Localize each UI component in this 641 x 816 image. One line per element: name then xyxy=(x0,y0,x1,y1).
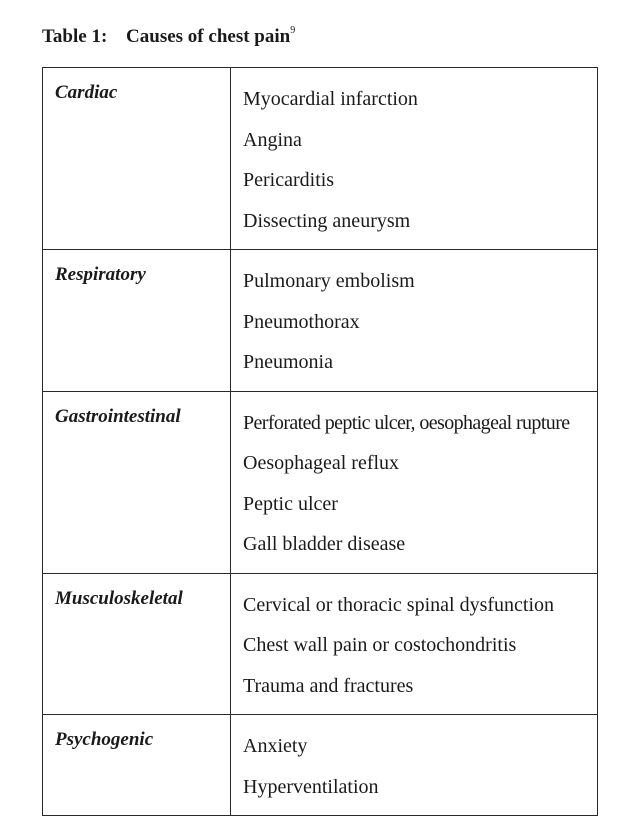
category-cell: Respiratory xyxy=(43,250,231,392)
causes-cell xyxy=(231,68,598,250)
cause-item: Anxiety xyxy=(243,735,308,757)
causes-cell xyxy=(231,573,598,715)
cause-item: Pericarditis xyxy=(243,169,335,191)
table-row xyxy=(43,573,598,715)
cause-item: Pneumothorax xyxy=(243,310,360,333)
cause-item: Myocardial infarction xyxy=(243,88,418,110)
table-row xyxy=(43,68,598,250)
cause-item: Gall bladder disease xyxy=(243,533,406,555)
cause-item: Oesophageal reflux xyxy=(243,452,400,474)
cause-item: Peptic ulcer xyxy=(243,492,338,515)
cause-item: Hyperventilation xyxy=(243,775,379,798)
cause-item: Trauma and fractures xyxy=(243,674,414,697)
cause-item: Cervical or thoracic spinal dysfunction xyxy=(243,593,555,616)
causes-table xyxy=(42,67,598,816)
table-caption xyxy=(42,26,295,48)
table-row xyxy=(43,715,598,816)
table-row xyxy=(43,250,598,392)
cause-item: Pulmonary embolism xyxy=(243,270,415,292)
causes-cell xyxy=(231,250,598,392)
cause-item: Chest wall pain or costochondritis xyxy=(243,634,517,656)
causes-cell xyxy=(231,715,598,816)
table-row xyxy=(43,391,598,573)
table-number: Table 1: xyxy=(42,26,108,47)
cause-item: Pneumonia xyxy=(243,351,333,373)
cause-item: Perforated peptic ulcer, oesophageal rupture xyxy=(243,411,570,434)
cause-item: Dissecting aneurysm xyxy=(243,209,411,232)
category-cell: Musculoskeletal xyxy=(43,573,231,715)
cause-item: Angina xyxy=(243,128,302,151)
table-title: Causes of chest pain xyxy=(126,26,291,47)
category-cell: Cardiac xyxy=(43,68,231,250)
category-cell: Gastrointestinal xyxy=(43,391,231,573)
causes-cell xyxy=(231,391,598,573)
reference-superscript: 9 xyxy=(290,24,296,36)
category-cell: Psychogenic xyxy=(43,715,231,816)
